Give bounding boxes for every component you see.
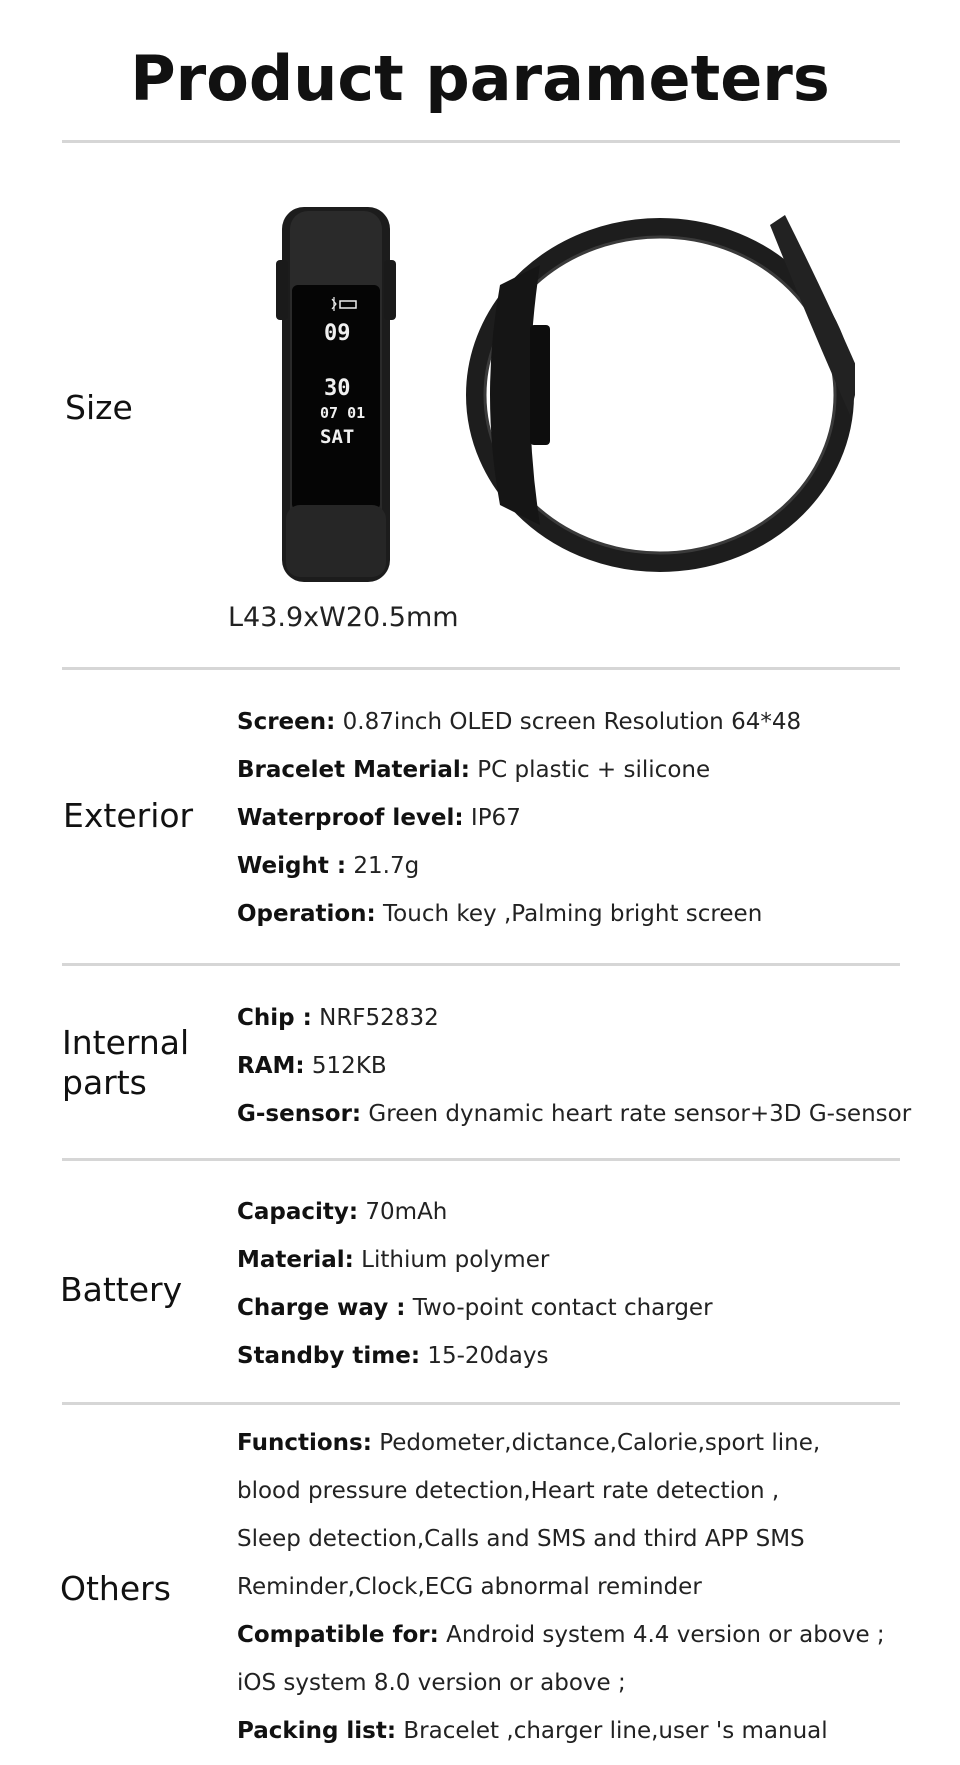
internal-spec-list xyxy=(237,994,911,1138)
spec-screen: Screen: 0.87inch OLED screen Resolution 64*48 xyxy=(237,709,802,735)
spec-chip: Chip : NRF52832 xyxy=(237,1005,439,1031)
spec-functions: Functions: Pedometer,dictance,Calorie,sport line, xyxy=(237,1430,821,1456)
bracelet-front-image xyxy=(276,205,396,585)
spec-g-sensor: G-sensor: Green dynamic heart rate sensor+3D G-sensor xyxy=(237,1101,912,1127)
divider xyxy=(62,1158,900,1161)
screen-minute: 30 xyxy=(324,376,351,401)
divider xyxy=(62,667,900,670)
screen-date: 07 01 xyxy=(320,404,366,422)
divider xyxy=(62,963,900,966)
spec-functions-cont: Sleep detection,Calls and SMS and third APP SMS xyxy=(237,1526,805,1552)
spec-weight: Weight : 21.7g xyxy=(237,853,420,879)
bracelet-side-image xyxy=(460,205,855,585)
spec-waterproof: Waterproof level: IP67 xyxy=(237,805,521,831)
section-label-battery: Battery xyxy=(60,1270,183,1309)
spec-bracelet-material: Bracelet Material: PC plastic + silicone xyxy=(237,757,711,783)
spec-standby-time: Standby time: 15-20days xyxy=(237,1343,549,1369)
divider xyxy=(62,140,900,143)
section-label-internal: Internal parts xyxy=(62,1023,190,1102)
screen-hour: 09 xyxy=(324,321,351,346)
section-label-others: Others xyxy=(60,1569,171,1608)
spec-ram: RAM: 512KB xyxy=(237,1053,387,1079)
battery-spec-list xyxy=(237,1188,713,1380)
spec-functions-cont: Reminder,Clock,ECG abnormal reminder xyxy=(237,1574,702,1600)
spec-packing-list: Packing list: Bracelet ,charger line,user 's manual xyxy=(237,1718,828,1744)
spec-compatible-cont: iOS system 8.0 version or above ; xyxy=(237,1670,626,1696)
dimensions-text: L43.9xW20.5mm xyxy=(228,602,459,633)
others-spec-list xyxy=(237,1419,885,1755)
spec-battery-material: Material: Lithium polymer xyxy=(237,1247,550,1273)
section-label-exterior: Exterior xyxy=(63,796,194,835)
spec-capacity: Capacity: 70mAh xyxy=(237,1199,448,1225)
divider xyxy=(62,1402,900,1405)
exterior-spec-list xyxy=(237,698,801,938)
spec-operation: Operation: Touch key ,Palming bright screen xyxy=(237,901,763,927)
spec-functions-cont: blood pressure detection,Heart rate detection , xyxy=(237,1478,780,1504)
spec-charge-way: Charge way : Two-point contact charger xyxy=(237,1295,713,1321)
spec-compatible: Compatible for: Android system 4.4 version or above ; xyxy=(237,1622,885,1648)
page-title: Product parameters xyxy=(130,42,830,115)
screen-day: SAT xyxy=(320,426,355,448)
section-label-size: Size xyxy=(65,388,133,427)
